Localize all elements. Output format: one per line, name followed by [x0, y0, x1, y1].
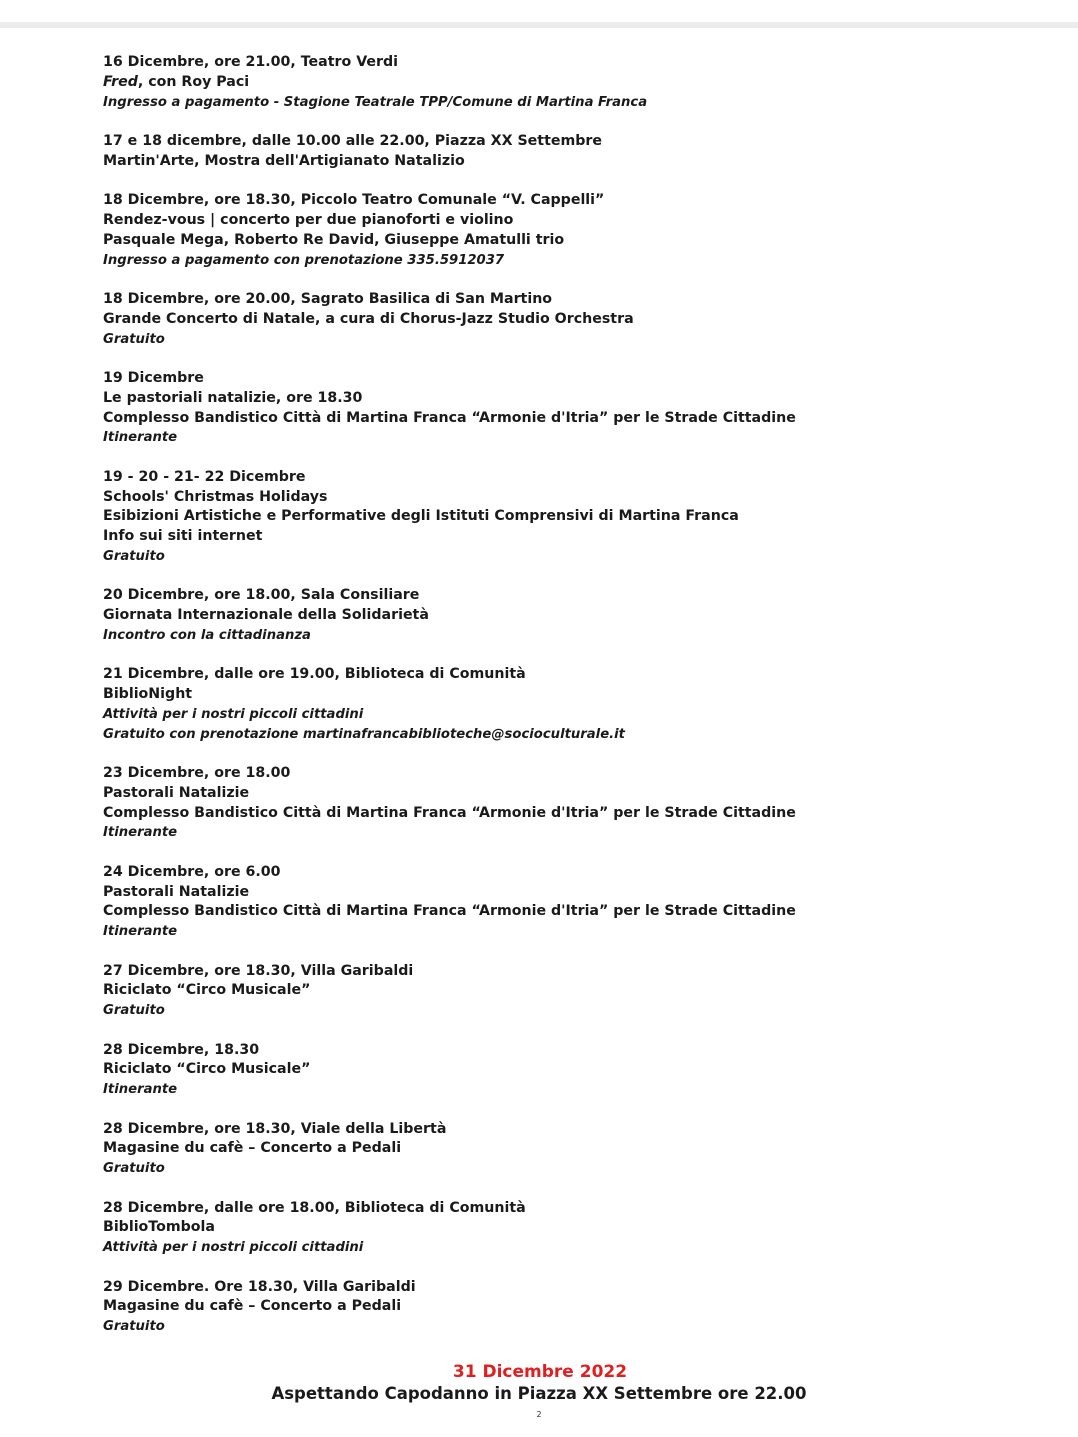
event-detail-line: Gratuito — [103, 1003, 165, 1019]
event-date-line: 20 Dicembre, ore 18.00, Sala Consiliare — [103, 587, 420, 604]
event-date-line: 23 Dicembre, ore 18.00 — [103, 765, 291, 782]
event-detail-line: Complesso Bandistico Città di Martina Franca “Armonie d'Itria” per le Strade Cittadine — [103, 903, 796, 920]
new-year-event — [0, 1361, 1078, 1405]
event-block — [103, 132, 1003, 172]
event-date-line: 18 Dicembre, ore 18.30, Piccolo Teatro Comunale “V. Cappelli” — [103, 192, 605, 209]
event-date-line: 27 Dicembre, ore 18.30, Villa Garibaldi — [103, 962, 414, 979]
event-detail-line: Info sui siti internet — [103, 528, 263, 545]
event-detail-line: Pasquale Mega, Roberto Re David, Giuseppe Amatulli trio — [103, 231, 565, 248]
event-block — [103, 586, 1003, 645]
new-year-date: 31 Dicembre 2022 — [452, 1362, 628, 1382]
event-detail-line: Attività per i nostri piccoli cittadini — [103, 706, 364, 722]
event-detail-line: Gratuito — [103, 1161, 165, 1177]
event-detail-line: Gratuito con prenotazione martinafrancabiblioteche@socioculturale.it — [103, 726, 625, 742]
event-block — [103, 53, 1003, 112]
event-block — [103, 1041, 1003, 1100]
event-block — [103, 191, 1003, 270]
event-detail-line: Incontro con la cittadinanza — [103, 627, 311, 643]
event-date-line: 28 Dicembre, ore 18.30, Viale della Libertà — [103, 1120, 447, 1137]
event-detail-line: Grande Concerto di Natale, a cura di Chorus-Jazz Studio Orchestra — [103, 310, 634, 327]
event-detail-line: Gratuito — [103, 548, 165, 564]
event-detail-line: Schools' Christmas Holidays — [103, 488, 328, 505]
event-date-line: 28 Dicembre, 18.30 — [103, 1041, 260, 1058]
event-block — [103, 290, 1003, 349]
event-block — [103, 369, 1003, 448]
event-date-line: 21 Dicembre, dalle ore 19.00, Biblioteca di Comunità — [103, 666, 526, 683]
event-block — [103, 1278, 1003, 1337]
page-number: 2 — [536, 1410, 542, 1419]
event-detail-line: Riciclato “Circo Musicale” — [103, 1061, 311, 1078]
new-year-description: Aspettando Capodanno in Piazza XX Settembre ore 22.00 — [271, 1384, 807, 1403]
event-detail-line: Complesso Bandistico Città di Martina Franca “Armonie d'Itria” per le Strade Cittadine — [103, 409, 796, 426]
event-detail-line: Attività per i nostri piccoli cittadini — [103, 1240, 364, 1256]
viewer-top-bar — [0, 0, 1078, 28]
event-block — [103, 1120, 1003, 1179]
event-detail-line: Le pastoriali natalizie, ore 18.30 — [103, 389, 363, 406]
event-detail-line: BiblioTombola — [103, 1219, 215, 1236]
event-detail-line: Ingresso a pagamento con prenotazione 335.5912037 — [103, 252, 505, 268]
event-date-line: 19 Dicembre — [103, 369, 204, 386]
event-date-line: 24 Dicembre, ore 6.00 — [103, 863, 281, 880]
event-detail-line: Itinerante — [103, 924, 178, 940]
event-date-line: 19 - 20 - 21- 22 Dicembre — [103, 468, 306, 485]
event-block — [103, 468, 1003, 567]
event-detail-line: Gratuito — [103, 331, 165, 347]
event-block — [103, 665, 1003, 744]
event-detail-line: Esibizioni Artistiche e Performative degli Istituti Comprensivi di Martina Franca — [103, 508, 739, 525]
event-detail-line: Giornata Internazionale della Solidarietà — [103, 607, 429, 624]
event-detail-line: Riciclato “Circo Musicale” — [103, 982, 311, 999]
event-date-line: 16 Dicembre, ore 21.00, Teatro Verdi — [103, 54, 399, 70]
event-detail-line: Fred, con Roy Paci — [103, 73, 250, 90]
event-detail-line: Pastorali Natalizie — [103, 784, 250, 801]
event-date-line: 18 Dicembre, ore 20.00, Sagrato Basilica di San Martino — [103, 290, 553, 307]
event-detail-line: Pastorali Natalizie — [103, 883, 250, 900]
event-detail-line: Ingresso a pagamento - Stagione Teatrale TPP/Comune di Martina Franca — [103, 94, 648, 110]
event-block — [103, 962, 1003, 1021]
events-list — [103, 53, 1003, 1357]
event-detail-line: Itinerante — [103, 1082, 178, 1098]
event-detail-line: Complesso Bandistico Città di Martina Franca “Armonie d'Itria” per le Strade Cittadine — [103, 804, 796, 821]
event-detail-line: Itinerante — [103, 825, 178, 841]
event-date-line: 29 Dicembre. Ore 18.30, Villa Garibaldi — [103, 1278, 416, 1295]
event-block — [103, 1199, 1003, 1258]
event-detail-line: Gratuito — [103, 1319, 165, 1335]
event-block — [103, 863, 1003, 942]
event-detail-line: Magasine du cafè – Concerto a Pedali — [103, 1298, 402, 1315]
event-date-line: 28 Dicembre, dalle ore 18.00, Biblioteca di Comunità — [103, 1199, 526, 1216]
event-date-line: 17 e 18 dicembre, dalle 10.00 alle 22.00, Piazza XX Settembre — [103, 132, 603, 149]
event-block — [103, 764, 1003, 843]
event-detail-line: Rendez-vous | concerto per due pianoforti e violino — [103, 211, 514, 228]
event-detail-line: Magasine du cafè – Concerto a Pedali — [103, 1140, 402, 1157]
event-detail-line: Martin'Arte, Mostra dell'Artigianato Natalizio — [103, 152, 465, 169]
event-detail-line: BiblioNight — [103, 686, 193, 703]
event-detail-line: Itinerante — [103, 430, 178, 446]
